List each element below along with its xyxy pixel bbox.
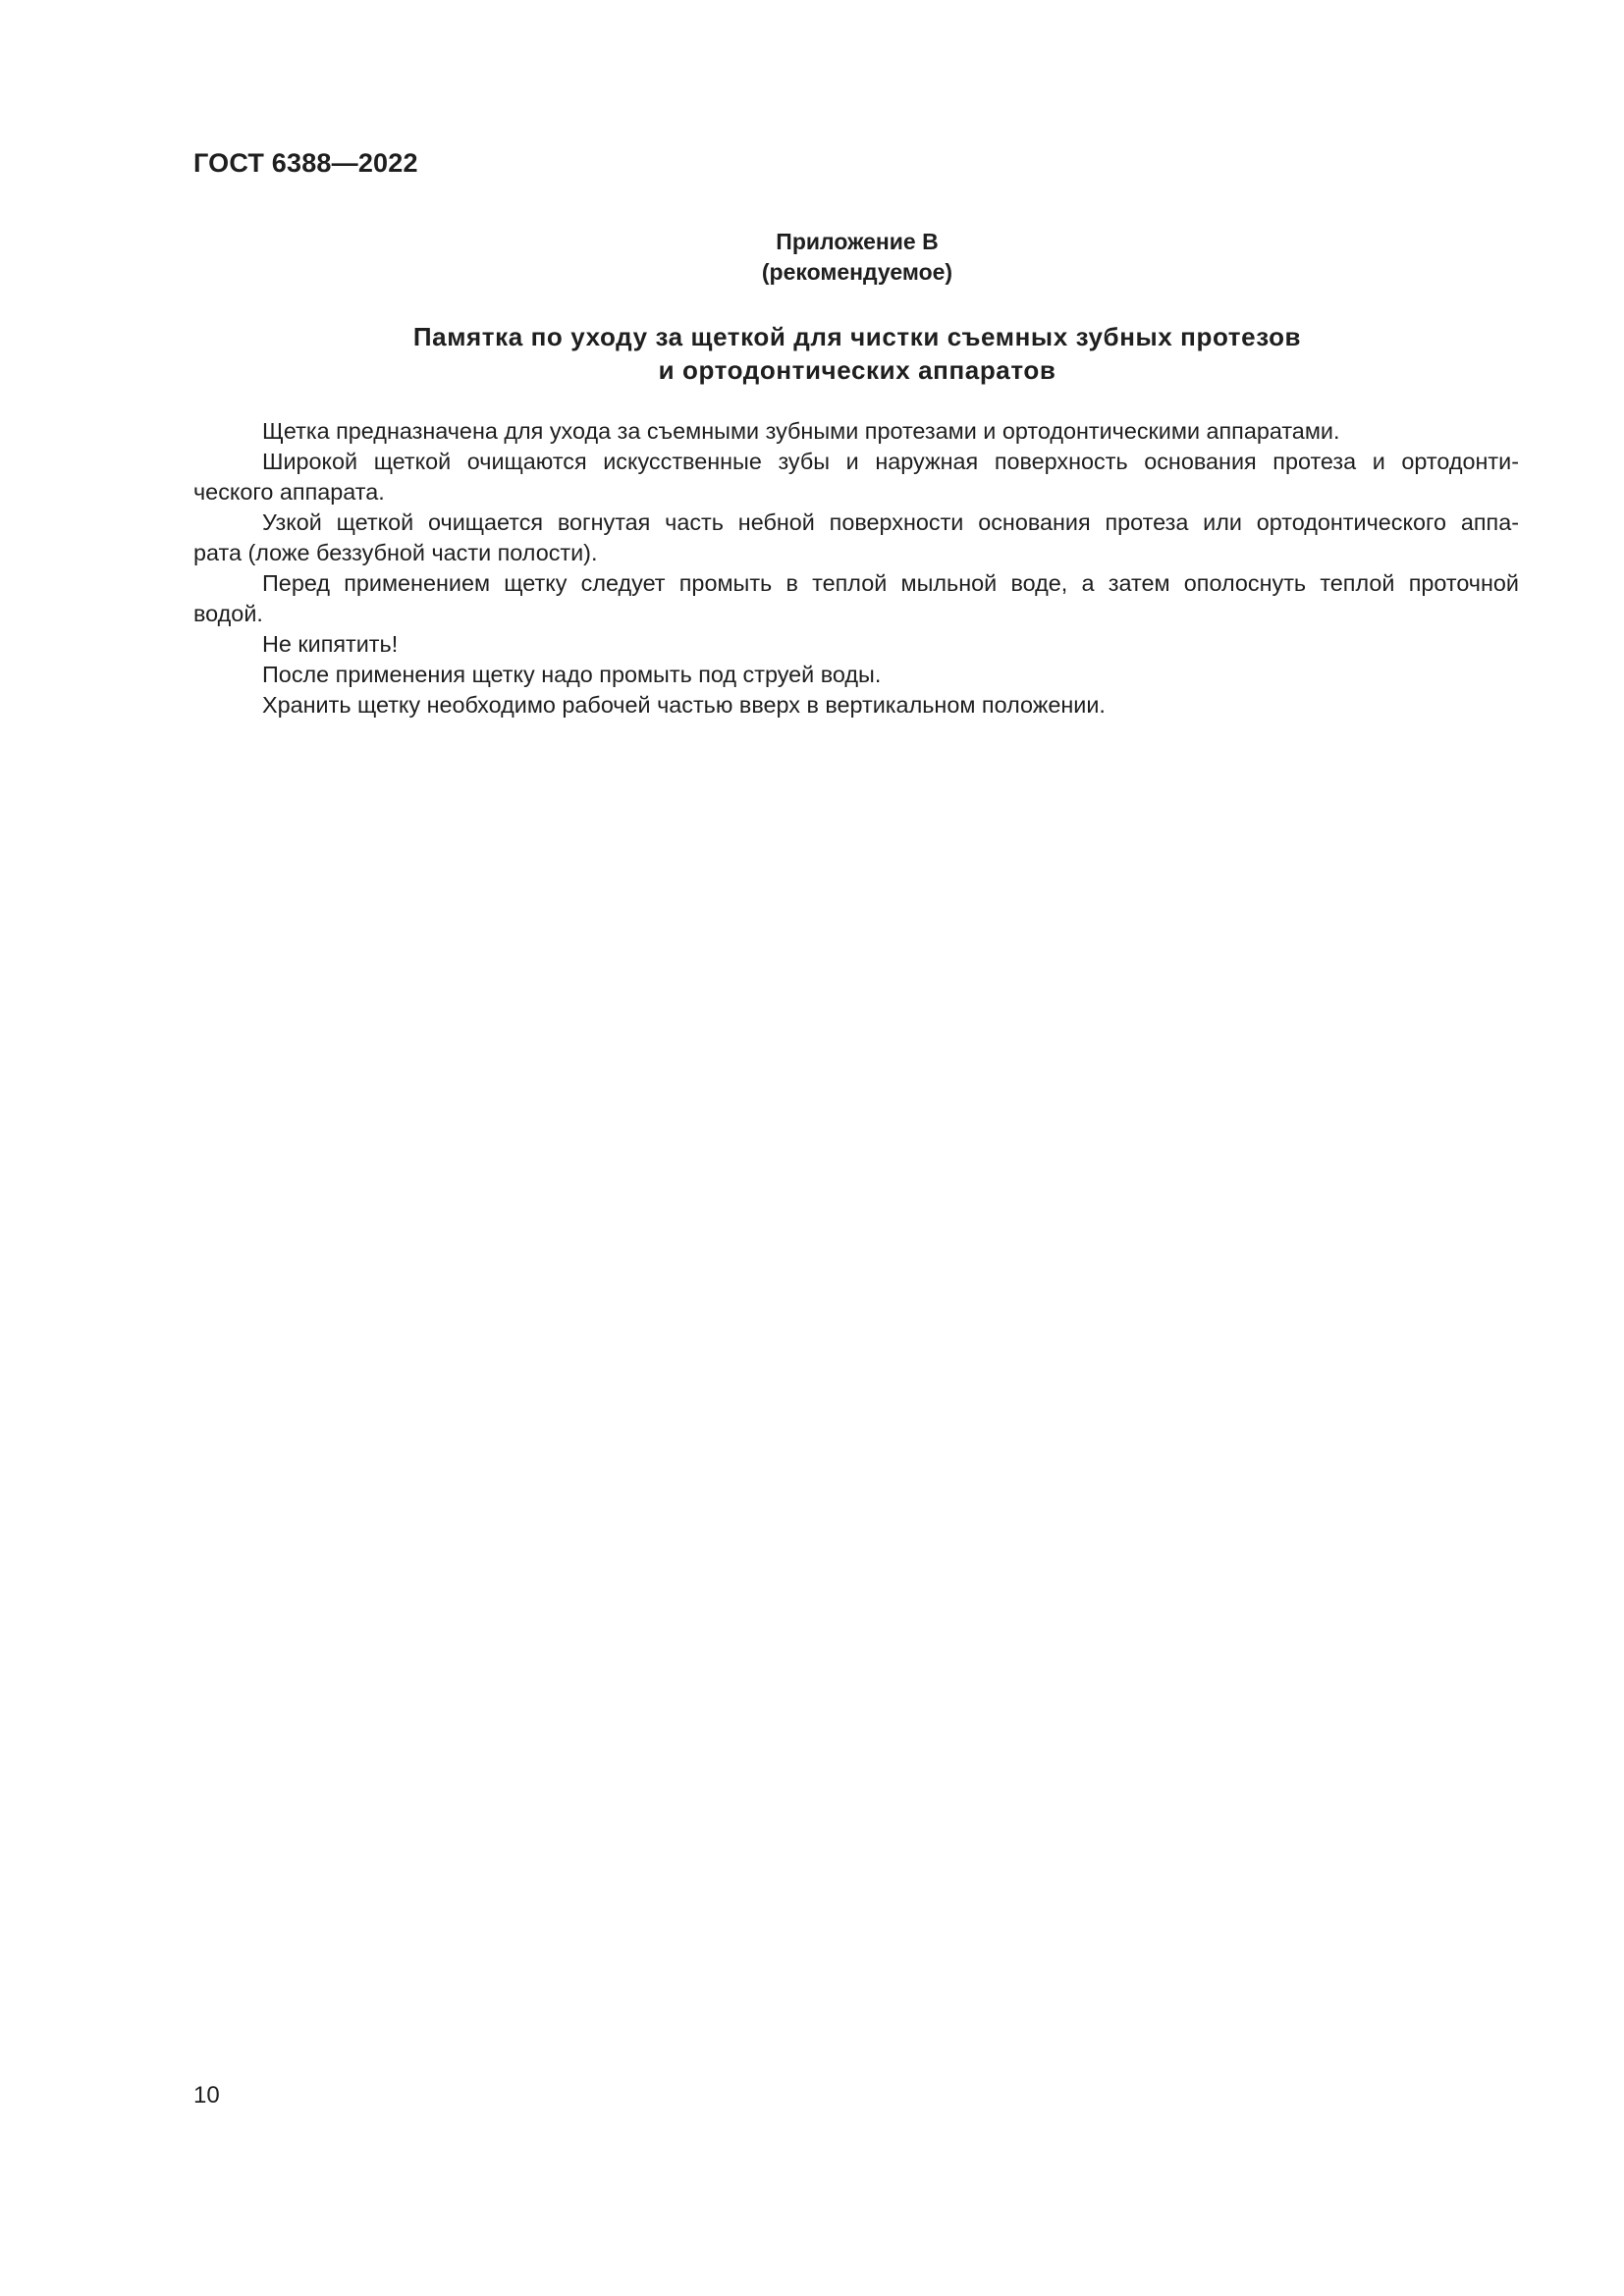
body-text [193, 416, 1519, 721]
paragraph-line: После применения щетку надо промыть под струей воды. [262, 662, 882, 687]
appendix-status: (рекомендуемое) [761, 259, 953, 285]
paragraph-line: водой. [193, 601, 263, 626]
paragraph-line: Широкой щеткой очищаются искусственные зубы и наружная поверхность основания протеза и ортодонти- [262, 449, 1519, 474]
paragraph-line: Щетка предназначена для ухода за съемными зубными протезами и ортодонтическими аппаратами. [262, 418, 1340, 444]
section-title-line-1: Памятка по уходу за щеткой для чистки съемных зубных протезов [412, 322, 1302, 351]
page-number: 10 [193, 2082, 220, 2109]
document-code: ГОСТ 6388—2022 [193, 148, 418, 178]
paragraph-line: ческого аппарата. [193, 479, 385, 505]
paragraph-line: рата (ложе беззубной части полости). [193, 540, 598, 565]
section-title-line-2: и ортодонтических аппаратов [658, 355, 1056, 385]
appendix-title: Приложение В [776, 229, 939, 254]
paragraph-line: Хранить щетку необходимо рабочей частью вверх в вертикальном положении. [262, 692, 1106, 718]
paragraph-line: Не кипятить! [262, 631, 399, 657]
paragraph-line: Перед применением щетку следует промыть в теплой мыльной воде, а затем ополоснуть теплой проточной [262, 570, 1519, 596]
paragraph-line: Узкой щеткой очищается вогнутая часть небной поверхности основания протеза или ортодонтического аппа- [262, 509, 1519, 535]
